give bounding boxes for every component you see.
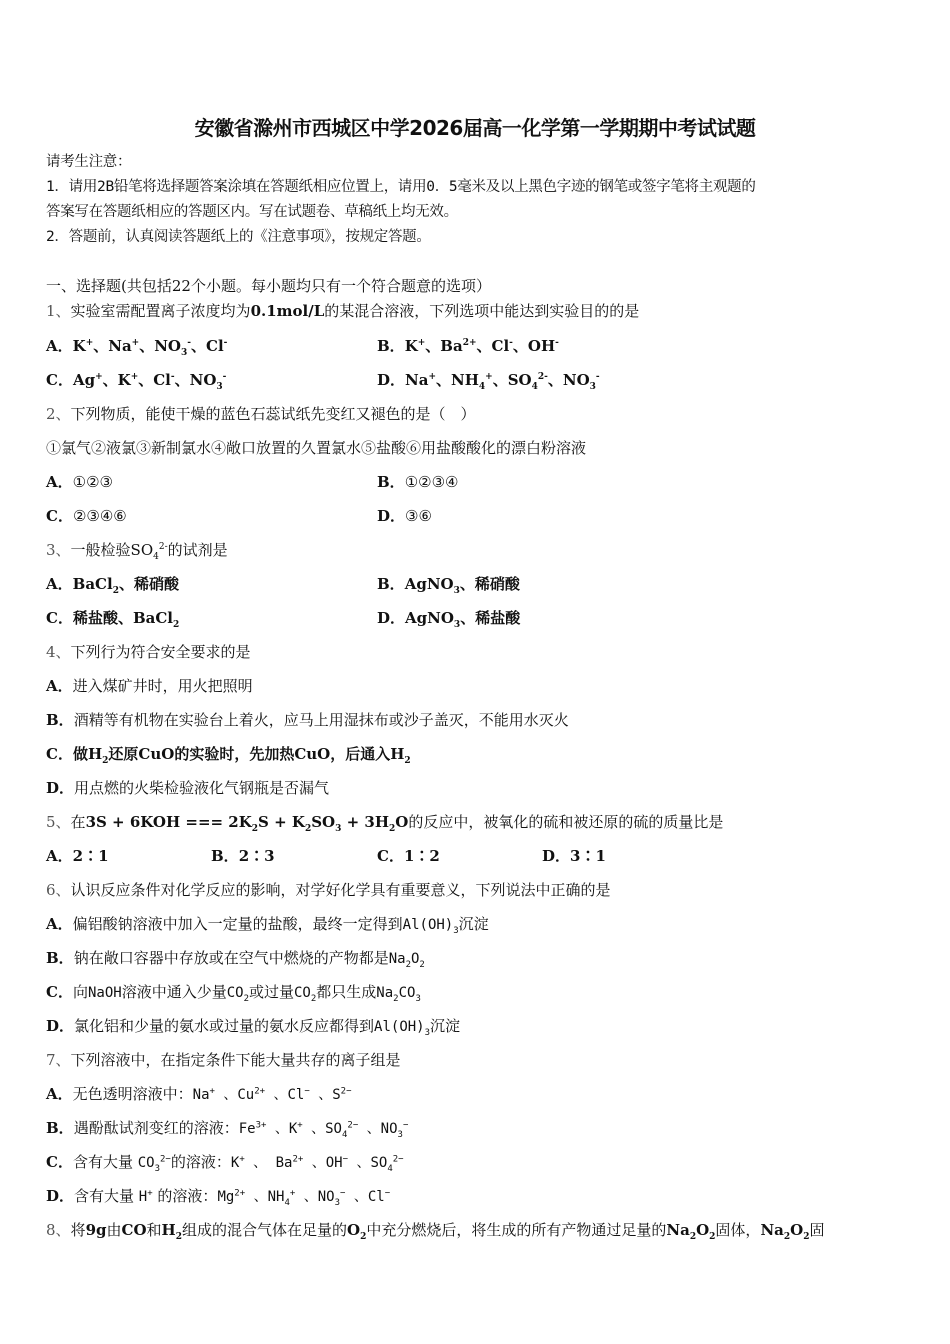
q6-option-b[interactable]: B．钠在敞口容器中存放或在空气中燃烧的产物都是$Na_2O_2$ (46, 949, 425, 970)
q3-option-d[interactable]: D．AgNO$_3$、稀盐酸 (377, 609, 521, 630)
notice-item-1: 1．请用2B铅笔将选择题答案涂填在答题纸相应位置上，请用0．5毫米及以上黑色字迹的钢笔或签字笔将主观题的 (46, 179, 756, 195)
q3-option-a[interactable]: A．BaCl$_2$、稀硝酸 (46, 575, 179, 596)
question-3: 3、一般检验$SO_4^{2-}$的试剂是 (46, 541, 228, 562)
q3-option-c[interactable]: C．稀盐酸、BaCl$_2$ (46, 609, 180, 630)
q7-option-b[interactable]: B．遇酚酞试剂变红的溶液：$Fe^{3+}$ 、K+ 、$SO_4^{2-}$ 、$NO_3^-$ (46, 1119, 409, 1140)
question-5: 5、在3S + 6KOH === $2K_2S + K_2SO_3 + 3H_2O$的反应中，被氧化的硫和被还原的硫的质量比是 (46, 813, 724, 834)
q6-option-d[interactable]: D．氯化铝和少量的氨水或过量的氨水反应都得到$Al(OH)_3$沉淀 (46, 1017, 461, 1038)
notice-heading: 请考生注意： (46, 154, 132, 170)
q4-option-b[interactable]: B．酒精等有机物在实验台上着火，应马上用湿抹布或沙子盖灭，不能用水灭火 (46, 711, 569, 729)
section-heading: 一、选择题(共包括22个小题。每小题均只有一个符合题意的选项） (46, 277, 491, 295)
question-8: 8、将9g由CO和$H_2$组成的混合气体在足量的$O_2$中充分燃烧后，将生成的所有产物通过足量的$Na_2O_2$固体，$Na_2O_2$固 (46, 1221, 825, 1242)
q3-option-b[interactable]: B．AgNO$_3$、稀硝酸 (377, 575, 520, 596)
q5-option-d[interactable]: D．3∶1 (542, 847, 606, 865)
q4-option-d[interactable]: D．用点燃的火柴检验液化气钢瓶是否漏气 (46, 779, 330, 797)
q2-option-d[interactable]: D．③⑥ (377, 507, 432, 525)
exam-title: 安徽省滁州市西城区中学2026届高一化学第一学期期中考试试题 (194, 116, 756, 140)
q6-option-c[interactable]: C．向NaOH溶液中通入少量$CO_2$或过量$CO_2$都只生成$Na_2CO_3$ (46, 983, 421, 1004)
q5-option-c[interactable]: C．1∶2 (377, 847, 440, 865)
question-5-stem: 在3S + 6KOH === $2K_2S + K_2SO_3 + 3H_2O$的反应中，被氧化的硫和被还原的硫的质量比是 (70, 813, 724, 834)
question-4-stem: 下列行为符合安全要求的是 (70, 643, 251, 661)
q7-option-a[interactable]: A．无色透明溶液中：Na+ 、$Cu^{2+}$ 、Cl− 、$S^{2-}$ (46, 1085, 352, 1103)
q4-option-a[interactable]: A．进入煤矿井时，用火把照明 (46, 677, 253, 695)
q1-option-a[interactable]: A．K+、Na+、$NO_3^-$、Cl- (46, 337, 228, 358)
q5-option-a[interactable]: A．2∶1 (46, 847, 109, 865)
question-2-substances: ①氯气②液氯③新制氯水④敞口放置的久置氯水⑤盐酸⑥用盐酸酸化的漂白粉溶液 (46, 439, 587, 457)
q7-option-c[interactable]: C．含有大量 $CO_3^{2-}$的溶液：K+ 、 $Ba^{2+}$ 、OH− 、$SO_4^{2-}$ (46, 1153, 404, 1174)
q1-option-c[interactable]: C．Ag+、K+、Cl-、$NO_3^-$ (46, 371, 227, 392)
question-7: 7、下列溶液中，在指定条件下能大量共存的离子组是 (46, 1051, 401, 1069)
q5-option-b[interactable]: B．2∶3 (211, 847, 275, 865)
question-7-stem: 下列溶液中，在指定条件下能大量共存的离子组是 (70, 1051, 401, 1069)
q1-option-d[interactable]: D．Na+、$NH_4^+$、$SO_4^{2-}$、$NO_3^-$ (377, 371, 600, 392)
q7-option-d[interactable]: D．含有大量 H+ 的溶液：$Mg^{2+}$ 、$NH_4^+$ 、$NO_3^-$ 、Cl− (46, 1187, 391, 1208)
q2-option-a[interactable]: A．①②③ (46, 473, 113, 491)
q2-option-b[interactable]: B．①②③④ (377, 473, 459, 491)
question-2-stem: 下列物质，能使干燥的蓝色石蕊试纸先变红又褪色的是（ ） (70, 405, 476, 423)
question-3-stem: 一般检验$SO_4^{2-}$的试剂是 (70, 541, 228, 562)
q4-option-c[interactable]: C．做$H_2$还原CuO的实验时，先加热CuO，后通入$H_2$ (46, 745, 411, 766)
question-8-stem: 将9g由CO和$H_2$组成的混合气体在足量的$O_2$中充分燃烧后，将生成的所有产物通过足量的$Na_2O_2$固体，$Na_2O_2$固 (70, 1221, 825, 1242)
q1-option-b[interactable]: B．K+、$Ba^{2+}$、Cl-、OH- (377, 337, 559, 355)
question-2: 2、下列物质，能使干燥的蓝色石蕊试纸先变红又褪色的是（ ） (46, 405, 476, 423)
notice-item-1-cont: 答案写在答题纸相应的答题区内。写在试题卷、草稿纸上均无效。 (46, 204, 458, 220)
notice-item-2: 2．答题前，认真阅读答题纸上的《注意事项》，按规定答题。 (46, 229, 431, 245)
q2-option-c[interactable]: C．②③④⑥ (46, 507, 127, 525)
question-1-stem: 实验室需配置离子浓度均为0.1mol/L的某混合溶液，下列选项中能达到实验目的的是 (70, 302, 640, 320)
question-6-stem: 认识反应条件对化学反应的影响，对学好化学具有重要意义，下列说法中正确的是 (70, 881, 611, 899)
question-1: 1、实验室需配置离子浓度均为0.1mol/L的某混合溶液，下列选项中能达到实验目的的是 (46, 302, 640, 320)
q6-option-a[interactable]: A．偏铝酸钠溶液中加入一定量的盐酸，最终一定得到$Al(OH)_3$沉淀 (46, 915, 489, 936)
question-4: 4、下列行为符合安全要求的是 (46, 643, 251, 661)
question-6: 6、认识反应条件对化学反应的影响，对学好化学具有重要意义，下列说法中正确的是 (46, 881, 611, 899)
